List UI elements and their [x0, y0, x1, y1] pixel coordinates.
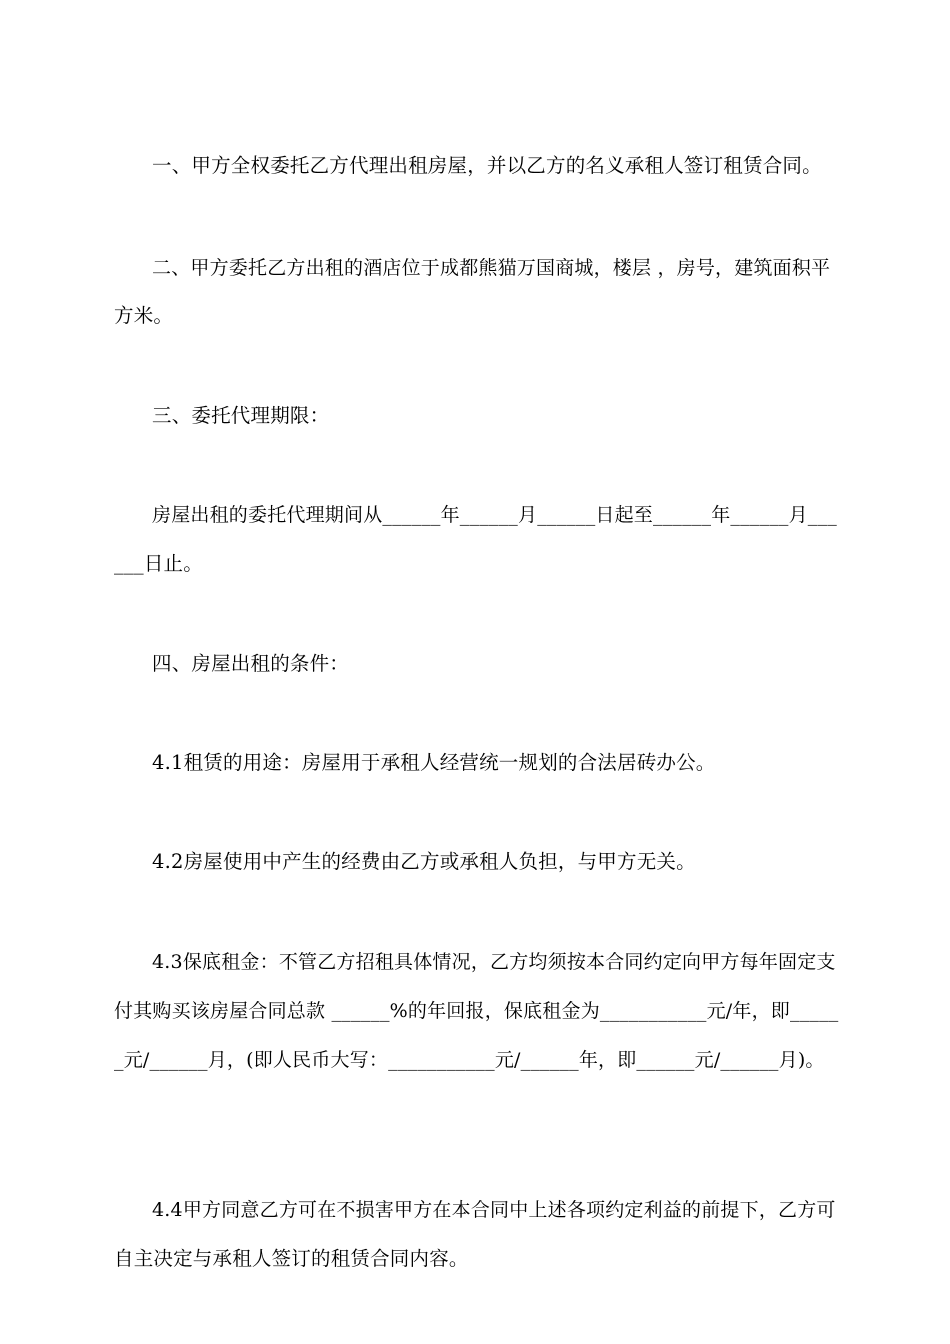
clause-4-3-line-2: 付其购买该房屋合同总款 ______%的年回报，保底租金为___________元/年，即_____	[114, 1000, 839, 1022]
clause-1: 一、甲方全权委托乙方代理出租房屋，并以乙方的名义承租人签订租赁合同。	[152, 154, 822, 177]
clause-2-line-1: 二、甲方委托乙方出租的酒店位于成都熊猫万国商城，楼层 ，房号，建筑面积平	[152, 257, 831, 279]
clause-4-1: 4.1租赁的用途：房屋用于承租人经营统一规划的合法居砖办公。	[152, 751, 716, 774]
clause-3-heading: 三、委托代理期限：	[152, 404, 330, 427]
term-line-1: 房屋出租的委托代理期间从______年______月______日起至______年______月___	[152, 504, 837, 526]
clause-4-2: 4.2房屋使用中产生的经费由乙方或承租人负担，与甲方无关。	[152, 850, 696, 873]
clause-4-4-line-2: 自主决定与承租人签订的租赁合同内容。	[114, 1247, 469, 1270]
clause-4-heading: 四、房屋出租的条件：	[152, 652, 350, 675]
clause-2-line-2: 方米。	[114, 304, 174, 327]
term-line-2: ___日止。	[114, 552, 203, 575]
clause-4-3-line-3: _元/______月，(即人民币大写：___________元/______年，即______元/______月)。	[114, 1049, 825, 1071]
clause-4-3-line-1: 4.3保底租金：不管乙方招租具体情况，乙方均须按本合同约定向甲方每年固定支	[152, 951, 836, 973]
clause-4-4-line-1: 4.4甲方同意乙方可在不损害甲方在本合同中上述各项约定利益的前提下，乙方可	[152, 1199, 836, 1221]
